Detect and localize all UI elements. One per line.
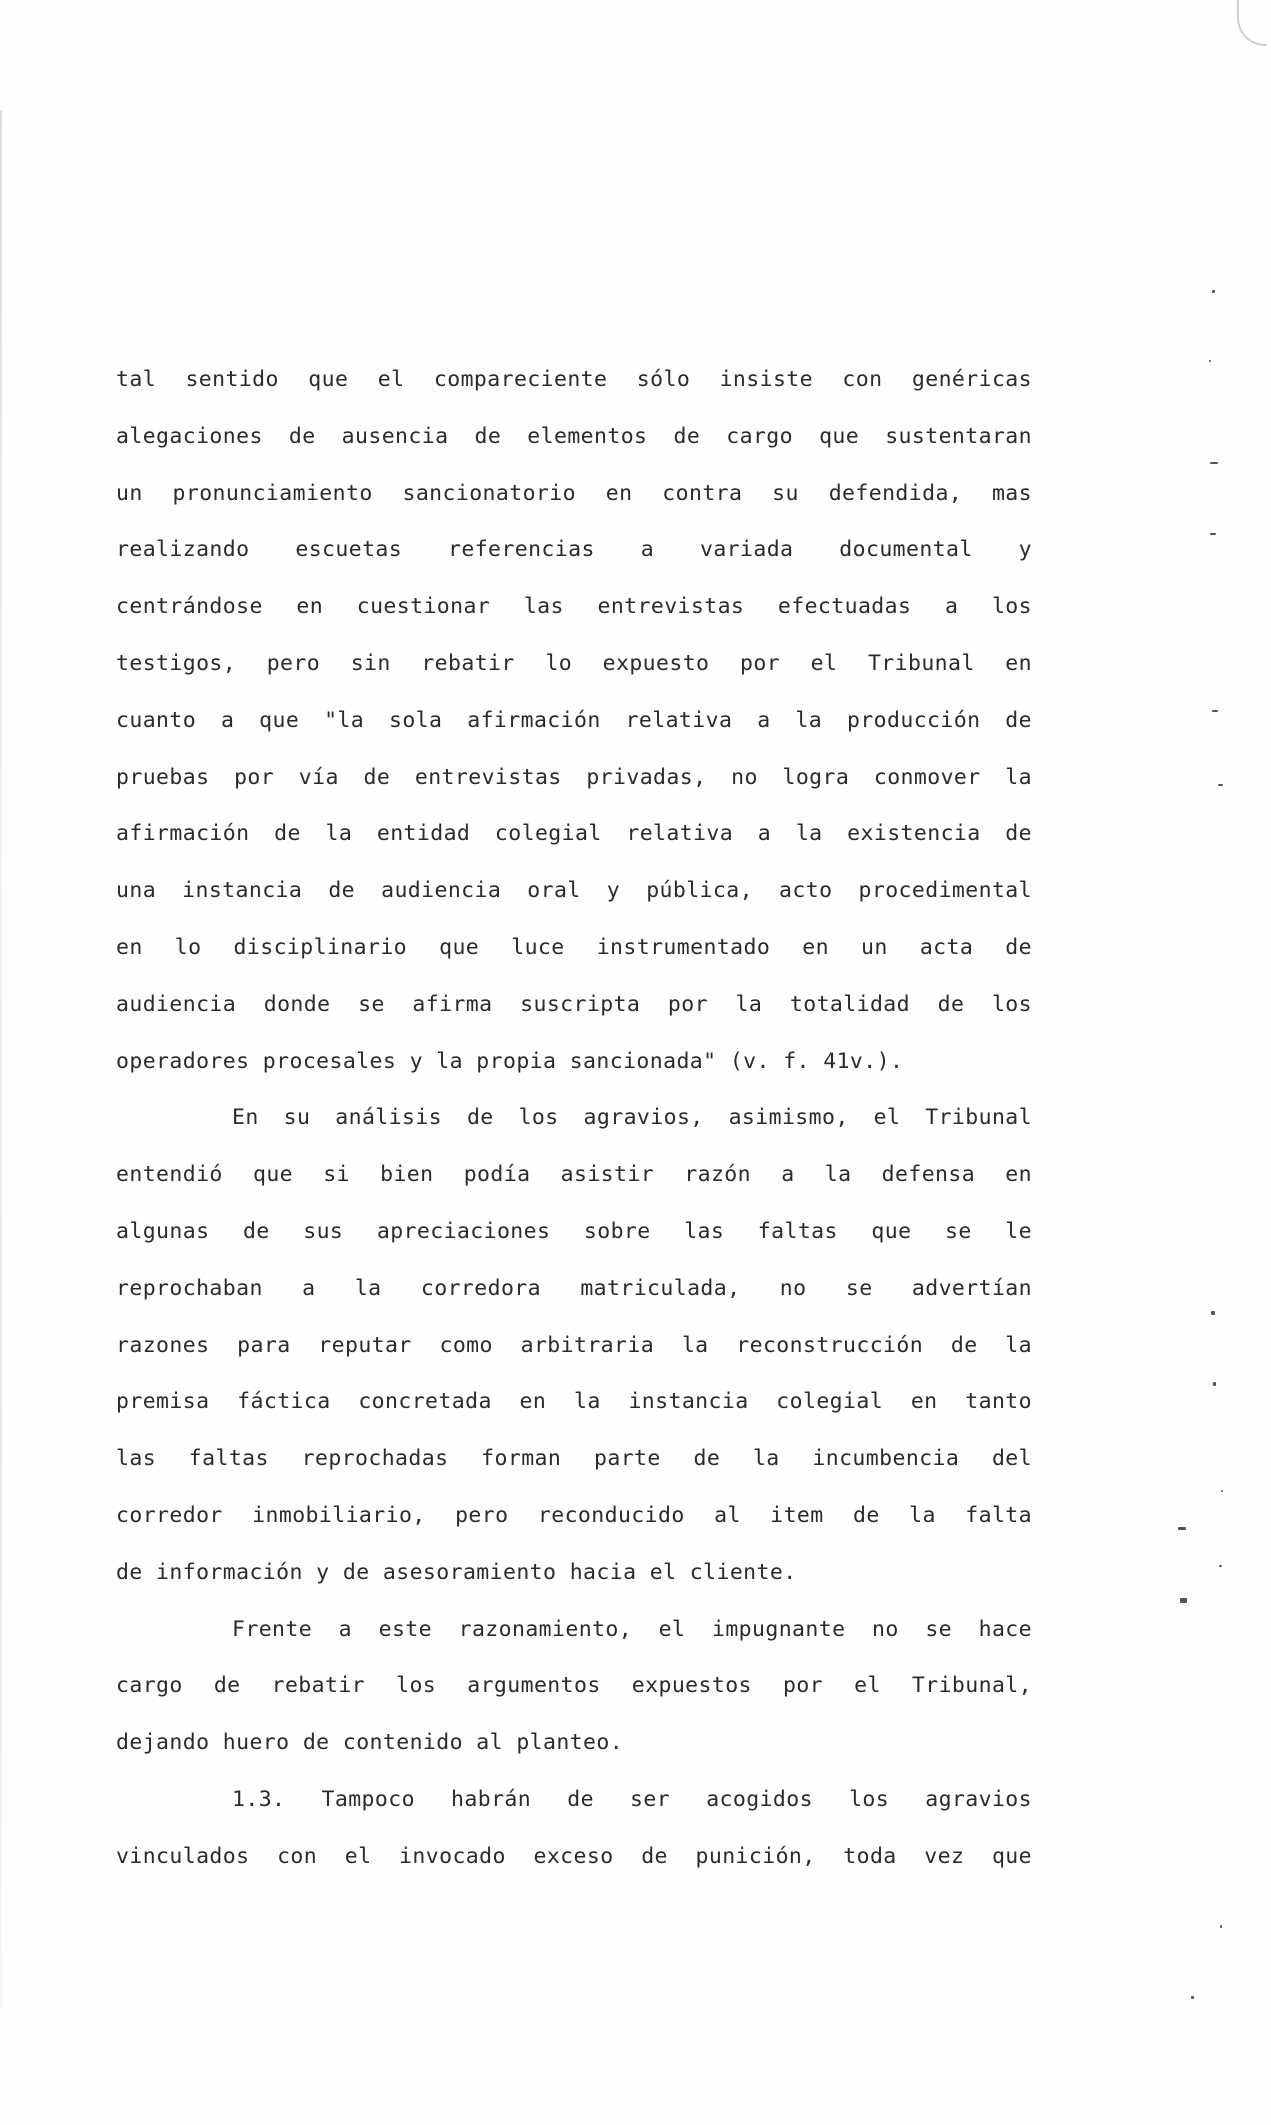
text-line: testigos, pero sin rebatir lo expuesto por el Tribunal en (116, 650, 1032, 676)
text-line: premisa fáctica concretada en la instancia colegial en tanto (116, 1389, 1032, 1415)
paragraph-first-line: En su análisis de los agravios, asimismo, el Tribunal (232, 1105, 1032, 1131)
text-line: una instancia de audiencia oral y pública, acto procedimental (116, 878, 1032, 904)
scan-corner-mark (1237, 0, 1267, 46)
text-line: corredor inmobiliario, pero reconducido al item de la falta (116, 1502, 1032, 1528)
text-line: las faltas reprochadas forman parte de la incumbencia del (116, 1446, 1032, 1472)
scan-speck (1210, 533, 1216, 535)
text-line: operadores procesales y la propia sancionada" (v. f. 41v.). (116, 1048, 904, 1074)
text-line: pruebas por vía de entrevistas privadas, no logra conmover la (116, 764, 1032, 790)
text-line: un pronunciamiento sancionatorio en contra su defendida, mas (116, 480, 1032, 506)
text-line: en lo disciplinario que luce instrumentado en un acta de (116, 934, 1032, 960)
scan-speck (1212, 290, 1215, 293)
scan-speck (1212, 710, 1218, 712)
scan-speck (1180, 1598, 1187, 1603)
scan-speck (1221, 1490, 1223, 1492)
text-line: reprochaban a la corredora matriculada, no se advertían (116, 1275, 1032, 1301)
scan-speck (1191, 1996, 1194, 1999)
text-line: razones para reputar como arbitraria la reconstrucción de la (116, 1332, 1032, 1358)
text-line: de información y de asesoramiento hacia el cliente. (116, 1559, 797, 1585)
scan-speck (1211, 1311, 1215, 1315)
scan-left-edge (0, 110, 2, 2010)
text-line: alegaciones de ausencia de elementos de cargo que sustentaran (116, 423, 1032, 449)
document-body (116, 352, 1032, 1886)
scan-speck (1178, 1527, 1186, 1530)
text-line: afirmación de la entidad colegial relativa a la existencia de (116, 821, 1032, 847)
text-line: cargo de rebatir los argumentos expuestos por el Tribunal, (116, 1673, 1032, 1699)
scan-speck (1209, 360, 1211, 362)
paragraph-first-line: Frente a este razonamiento, el impugnante no se hace (232, 1616, 1032, 1642)
scan-speck (1218, 784, 1223, 786)
text-line: tal sentido que el compareciente sólo insiste con genéricas (116, 367, 1032, 392)
text-line: realizando escuetas referencias a variada documental y (116, 537, 1032, 563)
text-line: centrándose en cuestionar las entrevistas efectuadas a los (116, 594, 1032, 620)
text-line: entendió que si bien podía asistir razón a la defensa en (116, 1162, 1032, 1188)
text-line: algunas de sus apreciaciones sobre las faltas que se le (116, 1218, 1032, 1244)
text-line: vinculados con el invocado exceso de punición, toda vez que (116, 1843, 1032, 1869)
paragraph-first-line: 1.3. Tampoco habrán de ser acogidos los agravios (232, 1786, 1032, 1812)
scan-speck (1219, 1565, 1222, 1567)
text-line: cuanto a que "la sola afirmación relativa a la producción de (116, 707, 1032, 733)
scan-speck (1210, 462, 1218, 464)
scan-speck (1220, 1925, 1222, 1928)
text-line: audiencia donde se afirma suscripta por la totalidad de los (116, 991, 1032, 1017)
text-line: dejando huero de contenido al planteo. (116, 1730, 624, 1756)
scan-speck (1213, 1382, 1216, 1386)
